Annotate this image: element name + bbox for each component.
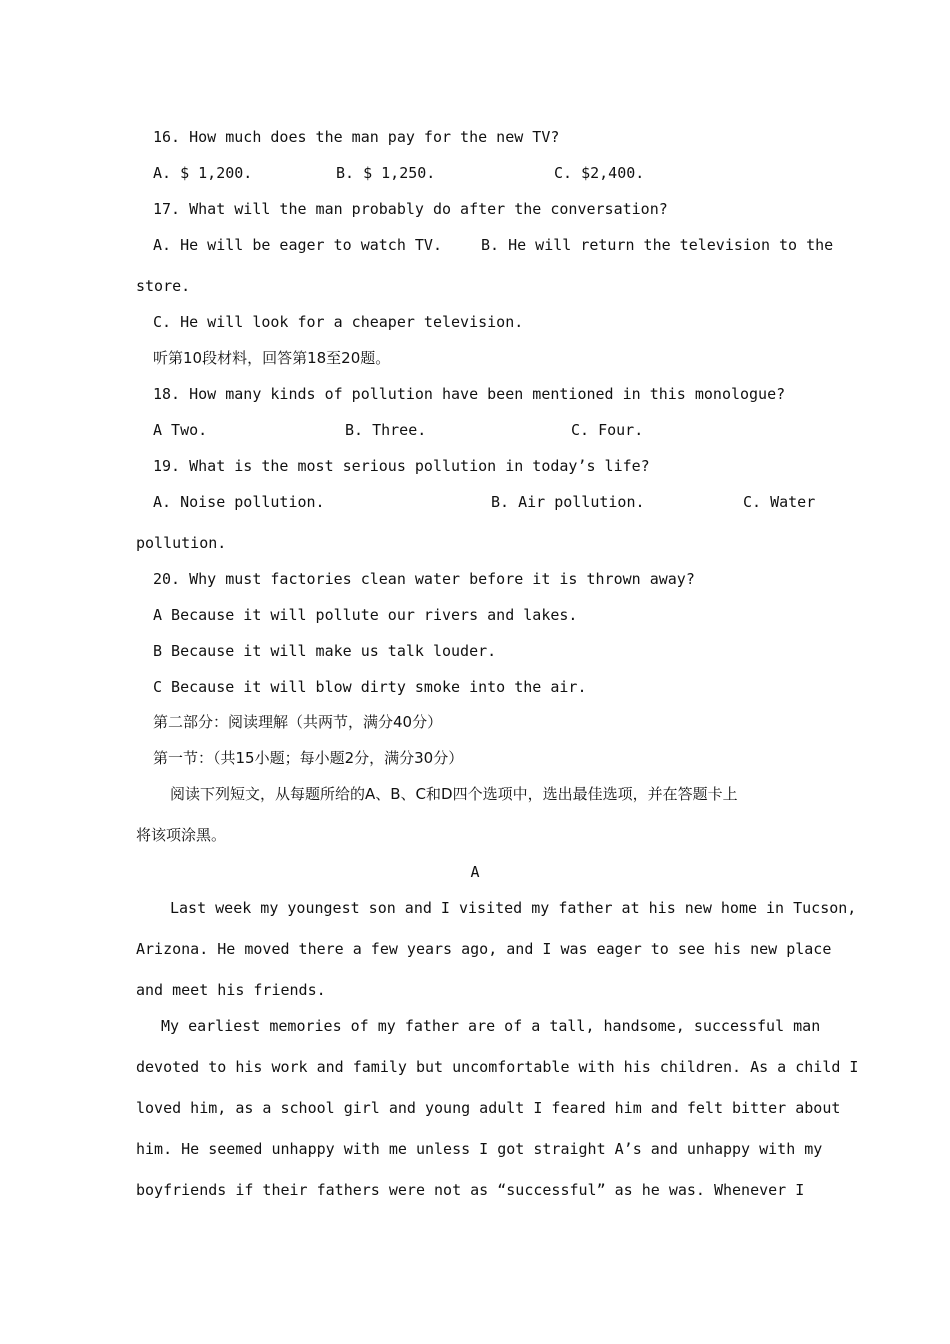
q16-option-b: B. $ 1,250. [336, 164, 436, 182]
q18-option-c: C. Four. [571, 421, 644, 439]
passage-p2-line-4: him. He seemed unhappy with me unless I got straight A’s and unhappy with my [136, 1140, 823, 1158]
q19-option-c: C. Water [743, 493, 816, 511]
q19-option-c-continued: pollution. [136, 534, 227, 552]
question-16: 16. How much does the man pay for the new TV? [153, 128, 560, 146]
q18-option-b: B. Three. [345, 421, 427, 439]
q17-option-b-continued: store. [136, 277, 191, 295]
q19-option-b: B. Air pollution. [491, 493, 645, 511]
section-1-title: 第一节：（共15小题；每小题2分，满分30分） [153, 749, 464, 767]
q19-option-a: A. Noise pollution. [153, 493, 325, 511]
question-17: 17. What will the man probably do after the conversation? [153, 200, 668, 218]
question-20: 20. Why must factories clean water before it is thrown away? [153, 570, 695, 588]
passage-p2-line-5: boyfriends if their fathers were not as “successful” as he was. Whenever I [136, 1181, 805, 1199]
passage-p1-line-3: and meet his friends. [136, 981, 326, 999]
q16-option-a: A. $ 1,200. [153, 164, 253, 182]
passage-p2-line-3: loved him, as a school girl and young adult I feared him and felt bitter about [136, 1099, 841, 1117]
passage-p2-line-1: My earliest memories of my father are of a tall, handsome, successful man [161, 1017, 821, 1035]
q17-option-c: C. He will look for a cheaper television. [153, 313, 524, 331]
q17-option-b-text: B. He will return the television to the [481, 236, 834, 254]
instructions-line-1: 阅读下列短文，从每题所给的A、B、C和D四个选项中，选出最佳选项，并在答题卡上 [170, 785, 738, 803]
passage-p1-line-1: Last week my youngest son and I visited my father at his new home in Tucson, [170, 899, 857, 917]
passage-p1-line-2: Arizona. He moved there a few years ago, and I was eager to see his new place [136, 940, 832, 958]
q17-option-b [481, 235, 834, 255]
instructions-line-2: 将该项涂黑。 [136, 826, 227, 844]
q16-option-c: C. $2,400. [554, 164, 645, 182]
passage-label: A [470, 863, 480, 881]
q20-option-c: C Because it will blow dirty smoke into the air. [153, 678, 587, 696]
q20-option-b: B Because it will make us talk louder. [153, 642, 497, 660]
passage-p2-line-2: devoted to his work and family but uncomfortable with his children. As a child I [136, 1058, 859, 1076]
q17-option-a: A. He will be eager to watch TV. [153, 236, 442, 254]
q18-option-a: A Two. [153, 421, 208, 439]
section-10-instruction: 听第10段材料，回答第18至20题。 [153, 349, 391, 367]
question-19: 19. What is the most serious pollution in today’s life? [153, 457, 650, 475]
q20-option-a: A Because it will pollute our rivers and lakes. [153, 606, 578, 624]
question-18: 18. How many kinds of pollution have been mentioned in this monologue? [153, 385, 786, 403]
part-2-title: 第二部分：阅读理解（共两节，满分40分） [153, 713, 443, 731]
